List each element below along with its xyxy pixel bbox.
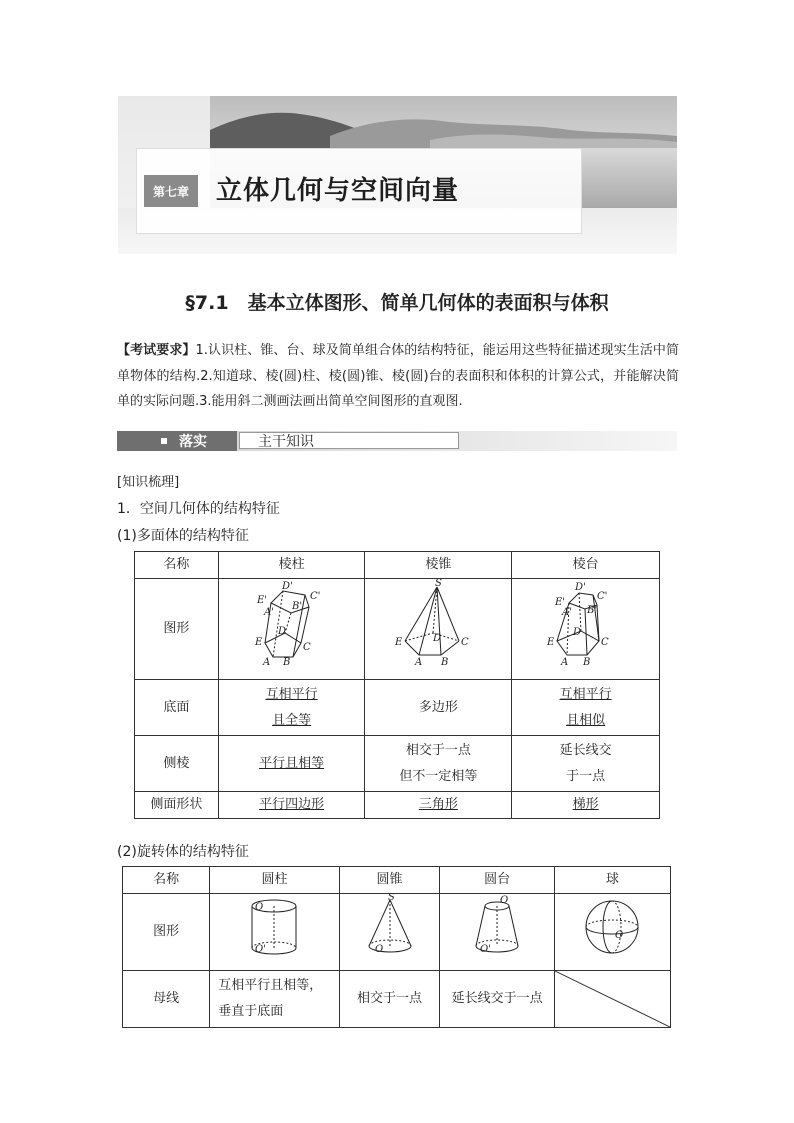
section-bar <box>117 431 677 451</box>
chapter-label: 第七章 <box>144 175 198 207</box>
svg-text:A': A' <box>263 607 274 618</box>
svg-text:D': D' <box>574 582 586 593</box>
cylinder-figure <box>239 894 309 960</box>
frustum-face <box>512 792 660 819</box>
polyhedra-table <box>134 551 660 819</box>
frustum-cone-figure <box>462 894 532 960</box>
svg-text:D: D <box>433 633 442 644</box>
diagonal-slash <box>555 971 670 1027</box>
square-icon <box>161 438 167 444</box>
svg-text:O: O <box>500 895 509 906</box>
item-1: 1．空间几何体的结构特征 <box>117 501 280 517</box>
svg-text:A: A <box>415 657 423 668</box>
pyramid-base: 多边形 <box>365 680 512 736</box>
frustum-base-b: 且相似 <box>566 712 606 728</box>
frustum-edge-a: 延长线交 <box>559 742 612 758</box>
row2-label-generatrix: 母线 <box>123 971 210 1028</box>
svg-text:E: E <box>254 637 262 648</box>
section-title: §7.1 基本立体图形、简单几何体的表面积与体积 <box>185 292 609 314</box>
header-frustum-cone: 圆台 <box>440 867 555 894</box>
prism-figure-cell <box>218 579 365 680</box>
chapter-title: 立体几何与空间向量 <box>216 176 460 206</box>
sub-heading-2: (2)旋转体的结构特征 <box>117 844 249 860</box>
row-label-face: 侧面形状 <box>135 792 219 819</box>
svg-text:C': C' <box>596 591 608 602</box>
exam-requirements <box>117 338 679 415</box>
svg-text:B': B' <box>586 605 597 616</box>
prism-edge <box>218 736 365 792</box>
header-frustum: 棱台 <box>512 552 660 579</box>
svg-text:O: O <box>615 930 624 941</box>
pyramid-edge <box>365 736 512 792</box>
svg-text:D': D' <box>281 581 293 592</box>
prism-base-b: 且全等 <box>272 712 312 728</box>
cylinder-generatrix <box>210 971 339 1028</box>
header-sphere: 球 <box>554 867 670 894</box>
frustum-figure-cell <box>512 579 660 680</box>
pyramid-face <box>365 792 512 819</box>
cone-figure <box>355 894 425 960</box>
cylinder-figure-cell <box>210 894 339 971</box>
requirements-text: 1.认识柱、锥、台、球及简单组合体的结构特征，能运用这些特征描述现实生活中简单物体的结构.2.知道球、棱(圆)柱、棱(圆)锥、棱(圆)台的表面积和体积的计算公式，并能解决简单的实际问题.3.能用斜二测画法画出简单空间图形的直观图. <box>117 343 679 409</box>
sub-heading-1: (1)多面体的结构特征 <box>117 528 249 544</box>
knowledge-label: [知识梳理] <box>117 475 180 490</box>
svg-text:E: E <box>395 637 403 648</box>
cone-figure-cell <box>339 894 440 971</box>
svg-text:C: C <box>302 642 311 653</box>
header2-name: 名称 <box>123 867 210 894</box>
svg-text:S: S <box>435 579 443 589</box>
sphere-figure <box>577 894 647 960</box>
prism-figure <box>247 579 337 669</box>
cylinder-gen-a: 互相平行且相等， <box>218 978 323 993</box>
frustum-face-text: 梯形 <box>572 797 599 812</box>
cylinder-gen-b: 垂直于底面 <box>218 1004 284 1019</box>
svg-text:E': E' <box>554 597 565 608</box>
svg-text:B: B <box>582 657 590 668</box>
pyramid-edge-a: 相交于一点 <box>405 742 471 758</box>
prism-base <box>218 680 365 736</box>
pyramid-figure <box>393 579 483 669</box>
header-pyramid: 棱锥 <box>365 552 512 579</box>
section-bar-right: 主干知识 <box>239 432 459 449</box>
svg-text:D: D <box>572 627 581 638</box>
pyramid-face-text: 三角形 <box>418 797 458 812</box>
row-label-edge: 侧棱 <box>135 736 219 792</box>
row-label-figure: 图形 <box>135 579 219 680</box>
svg-text:B: B <box>282 657 290 668</box>
svg-text:A': A' <box>561 607 572 618</box>
revolution-table <box>122 866 671 1028</box>
requirements-label: 【考试要求】 <box>117 343 196 358</box>
svg-text:C: C <box>461 637 469 648</box>
svg-text:O: O <box>374 944 383 955</box>
header-cylinder: 圆柱 <box>210 867 339 894</box>
svg-text:S: S <box>387 894 395 903</box>
cone-generatrix: 相交于一点 <box>339 971 440 1028</box>
section-bar-left <box>117 431 237 451</box>
svg-text:E': E' <box>256 595 267 606</box>
svg-text:B: B <box>441 657 449 668</box>
frustum-edge <box>512 736 660 792</box>
prism-edge-text: 平行且相等 <box>259 755 325 771</box>
row-label-base: 底面 <box>135 680 219 736</box>
svg-text:D: D <box>277 626 286 637</box>
frustum-cone-generatrix: 延长线交于一点 <box>440 971 555 1028</box>
svg-text:E: E <box>546 637 554 648</box>
svg-text:A: A <box>262 657 270 668</box>
header-cone: 圆锥 <box>339 867 440 894</box>
frustum-cone-figure-cell <box>440 894 555 971</box>
header-prism: 棱柱 <box>218 552 365 579</box>
header-name: 名称 <box>135 552 219 579</box>
svg-text:O': O' <box>255 944 267 955</box>
svg-text:O': O' <box>480 944 492 955</box>
svg-text:C': C' <box>309 591 320 602</box>
sphere-figure-cell <box>554 894 670 971</box>
frustum-base-a: 互相平行 <box>559 686 612 702</box>
row2-label-figure: 图形 <box>123 894 210 971</box>
pyramid-figure-cell <box>365 579 512 680</box>
sphere-generatrix <box>554 971 670 1028</box>
frustum-edge-b: 于一点 <box>566 768 606 784</box>
pyramid-edge-b: 但不一定相等 <box>399 768 478 784</box>
svg-text:C: C <box>600 637 609 648</box>
frustum-base <box>512 680 660 736</box>
svg-text:B': B' <box>291 601 302 612</box>
svg-text:O: O <box>255 902 264 913</box>
prism-face <box>218 792 365 819</box>
frustum-figure <box>541 579 631 669</box>
svg-text:A: A <box>560 657 568 668</box>
prism-base-a: 互相平行 <box>265 686 318 702</box>
section-bar-left-text: 落实 <box>179 434 207 450</box>
prism-face-text: 平行四边形 <box>259 797 325 812</box>
